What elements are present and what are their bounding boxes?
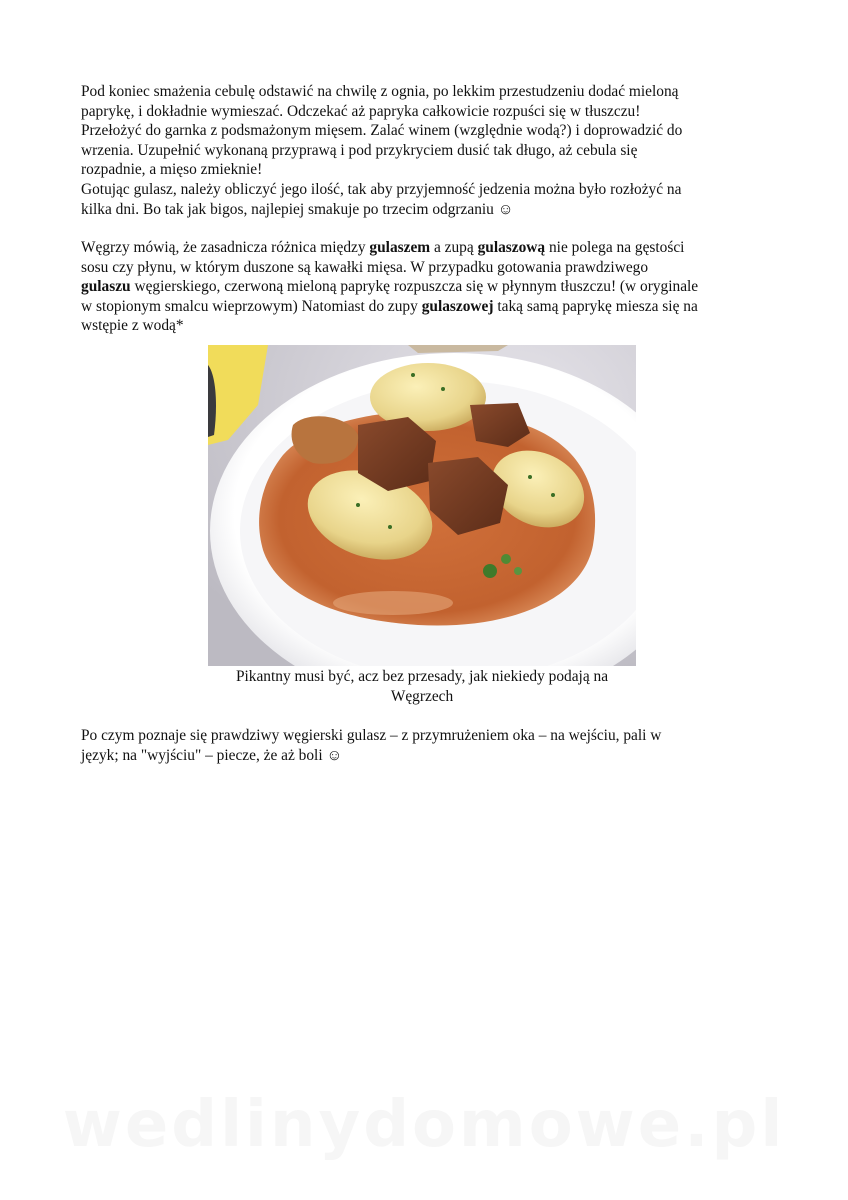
text-run: Węgrzy mówią, że zasadnicza różnica między bbox=[81, 239, 370, 256]
text-line: Po czym poznaje się prawdziwy węgierski gulasz – z przymrużeniem oka – na wejściu, pali w bbox=[81, 727, 662, 744]
text-run: taką samą paprykę miesza się na bbox=[493, 297, 698, 315]
text-run: wstępie z wodą* bbox=[81, 317, 184, 335]
paragraph-conclusion bbox=[81, 726, 781, 765]
text-run: w stopionym smalcu wieprzowym) Natomiast do zupy bbox=[81, 297, 422, 315]
photo-caption bbox=[208, 667, 636, 706]
bold-term: gulaszową bbox=[477, 239, 546, 256]
text-line: Gotując gulasz, należy obliczyć jego ilość, tak aby przyjemność jedzenia można było rozłożyć na bbox=[81, 180, 682, 198]
text-line: język; na "wyjściu" – piecze, że aż boli ☺ bbox=[81, 746, 343, 764]
caption-line: Węgrzech bbox=[390, 687, 454, 705]
site-watermark: wedlinydomowe.pl bbox=[62, 1088, 786, 1162]
text-line: kilka dni. Bo tak jak bigos, najlepiej smakuje po trzecim odgrzaniu ☺ bbox=[81, 200, 514, 218]
text-run: a zupą bbox=[430, 239, 478, 256]
text-line: Pod koniec smażenia cebulę odstawić na chwilę z ognia, po lekkim przestudzeniu dodać mieloną bbox=[81, 83, 679, 100]
bold-term: gulaszem bbox=[369, 239, 431, 256]
bold-term: gulaszu bbox=[81, 278, 131, 296]
paragraph-preparation bbox=[81, 82, 781, 219]
text-line: paprykę, i dokładnie wymieszać. Odczekać aż papryka całkowicie rozpuści się w tłuszczu! bbox=[81, 102, 641, 120]
text-line: rozpadnie, a mięso zmieknie! bbox=[81, 161, 263, 179]
paragraph-difference bbox=[81, 238, 781, 336]
bold-term: gulaszowej bbox=[421, 297, 494, 315]
goulash-photo bbox=[208, 345, 636, 666]
text-run: sosu czy płynu, w którym duszone są kawałki mięsa. W przypadku gotowania prawdziwego bbox=[81, 258, 649, 276]
text-line: Przełożyć do garnka z podsmażonym mięsem. Zalać winem (względnie wodą?) i doprowadzić do bbox=[81, 122, 683, 140]
text-run: węgierskiego, czerwoną mieloną paprykę rozpuszcza się w płynnym tłuszczu! (w oryginale bbox=[130, 278, 699, 296]
text-run: nie polega na gęstości bbox=[545, 239, 685, 256]
caption-line: Pikantny musi być, acz bez przesady, jak niekiedy podają na bbox=[235, 668, 609, 685]
text-line: wrzenia. Uzupełnić wykonaną przyprawą i pod przykryciem dusić tak długo, aż cebula się bbox=[81, 141, 638, 159]
